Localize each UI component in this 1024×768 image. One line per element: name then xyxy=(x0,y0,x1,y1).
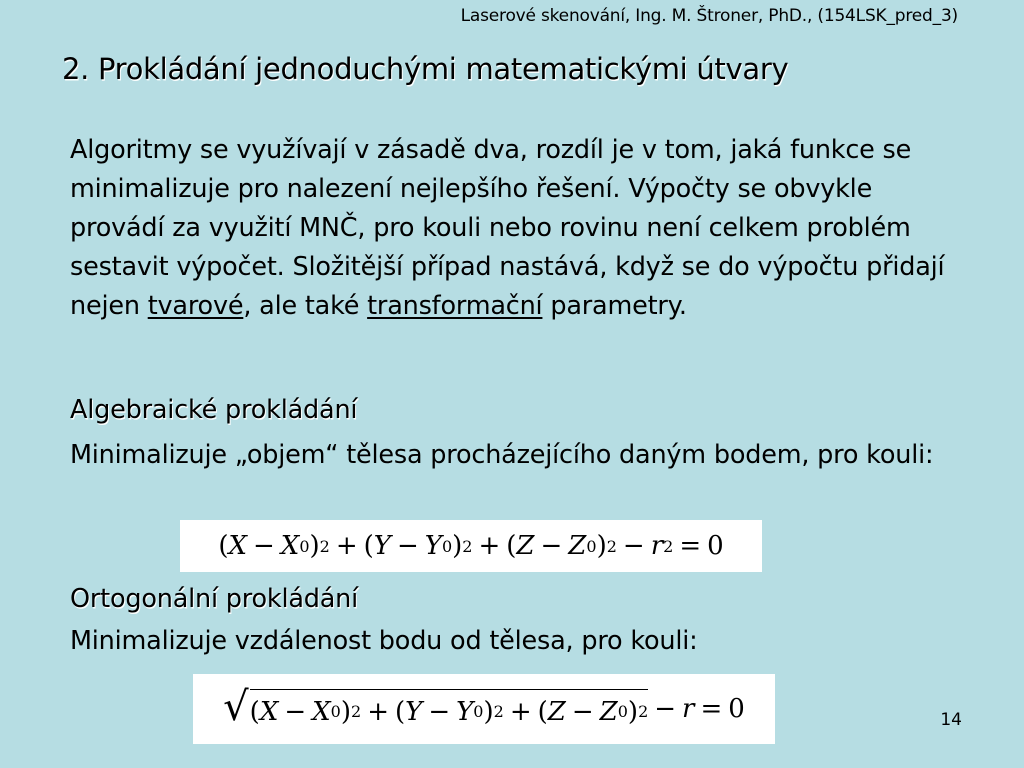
orthogonal-sphere-equation: √ ( X − X 0 ) 2 + ( Y − Y 0 ) 2 + ( Z − Z 0 ) 2 − r = 0 xyxy=(193,674,775,744)
intro-text-part2: , ale také xyxy=(243,291,368,321)
algebraic-fitting-text: Minimalizuje „objem“ tělesa procházejícího daným bodem, pro kouli: xyxy=(70,440,934,470)
shape-parameters-term: tvarové xyxy=(147,291,244,321)
slide-title: 2. Prokládání jednoduchými matematickými útvary xyxy=(62,52,789,86)
intro-paragraph xyxy=(70,131,970,326)
algebraic-fitting-heading: Algebraické prokládání xyxy=(70,395,358,425)
orthogonal-fitting-text: Minimalizuje vzdálenost bodu od tělesa, pro kouli: xyxy=(70,626,698,656)
slide-header: Laserové skenování, Ing. M. Štroner, PhD., (154LSK_pred_3) xyxy=(460,6,958,26)
intro-text-part1: Algoritmy se využívají v zásadě dva, rozdíl je v tom, jaká funkce se minimalizuje pro nalezení nejlepšího řešení. Výpočty se obvykle provádí za využití MNČ, pro kouli nebo rovinu není celkem problém sestavit výpočet. Složitější případ nastává, když se do výpočtu přidají nejen xyxy=(70,135,945,321)
square-root: √ ( X − X 0 ) 2 + ( Y − Y 0 ) 2 + ( Z − Z 0 ) 2 xyxy=(223,684,649,730)
orthogonal-fitting-heading: Ortogonální prokládání xyxy=(70,584,359,614)
page-number: 14 xyxy=(940,710,962,730)
intro-text-part3: parametry. xyxy=(542,291,687,321)
transformation-parameters-term: transformační xyxy=(367,291,543,321)
algebraic-sphere-equation: ( X − X 0 ) 2 + ( Y − Y 0 ) 2 + ( Z − Z 0 ) 2 − r 2 = 0 xyxy=(180,520,762,572)
